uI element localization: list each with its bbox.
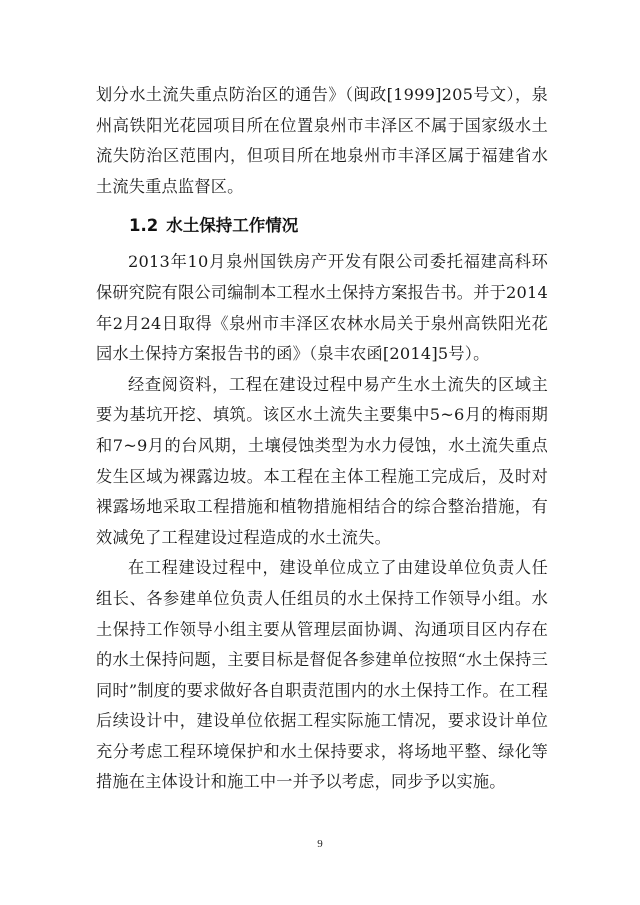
section-heading (129, 211, 548, 241)
section-title: 水土保持工作情况 (166, 216, 299, 236)
paragraph-leadership-group: 在工程建设过程中，建设单位成立了由建设单位负责人任组长、各参建单位负责人任组员的水土保持工作领导小组。水土保持工作领导小组主要从管理层面协调、沟通项目区内存在的水土保持问题，主要目标是督促各参建单位按照“水土保持三同时”制度的要求做好各自职责范围内的水土保持工作。在工程后续设计中，建设单位依据工程实际施工情况，要求设计单位充分考虑工程环境保护和水土保持要求，将场地平整、绿化等措施在主体设计和施工中一并予以考虑，同步予以实施。 (96, 558, 548, 792)
page-number: 9 (317, 838, 323, 850)
paragraph-erosion-analysis: 经查阅资料，工程在建设过程中易产生水土流失的区域主要为基坑开挖、填筑。该区水土流失主要集中5~6月的梅雨期和7~9月的台风期，土壤侵蚀类型为水力侵蚀，水土流失重点发生区域为裸露边坡。本工程在主体工程施工完成后，及时对裸露场地采取工程措施和植物措施相结合的综合整治措施，有效减免了工程建设过程造成的水土流失。 (96, 374, 548, 547)
paragraph-plan-commission: 2013年10月泉州国铁房产开发有限公司委托福建高科环保研究院有限公司编制本工程水土保持方案报告书。并于2014年2月24日取得《泉州市丰泽区农林水局关于泉州高铁阳光花园水土保持方案报告书的函》（泉丰农函[2014]5号）。 (96, 252, 548, 364)
section-number: 1.2 (129, 216, 159, 236)
paragraph-notice-continuation: 划分水土流失重点防治区的通告》（闽政[1999]205号文），泉州高铁阳光花园项目所在位置泉州市丰泽区不属于国家级水土流失防治区范围内，但项目所在地泉州市丰泽区属于福建省水土流失重点监督区。 (96, 85, 548, 196)
page-body (96, 80, 548, 798)
